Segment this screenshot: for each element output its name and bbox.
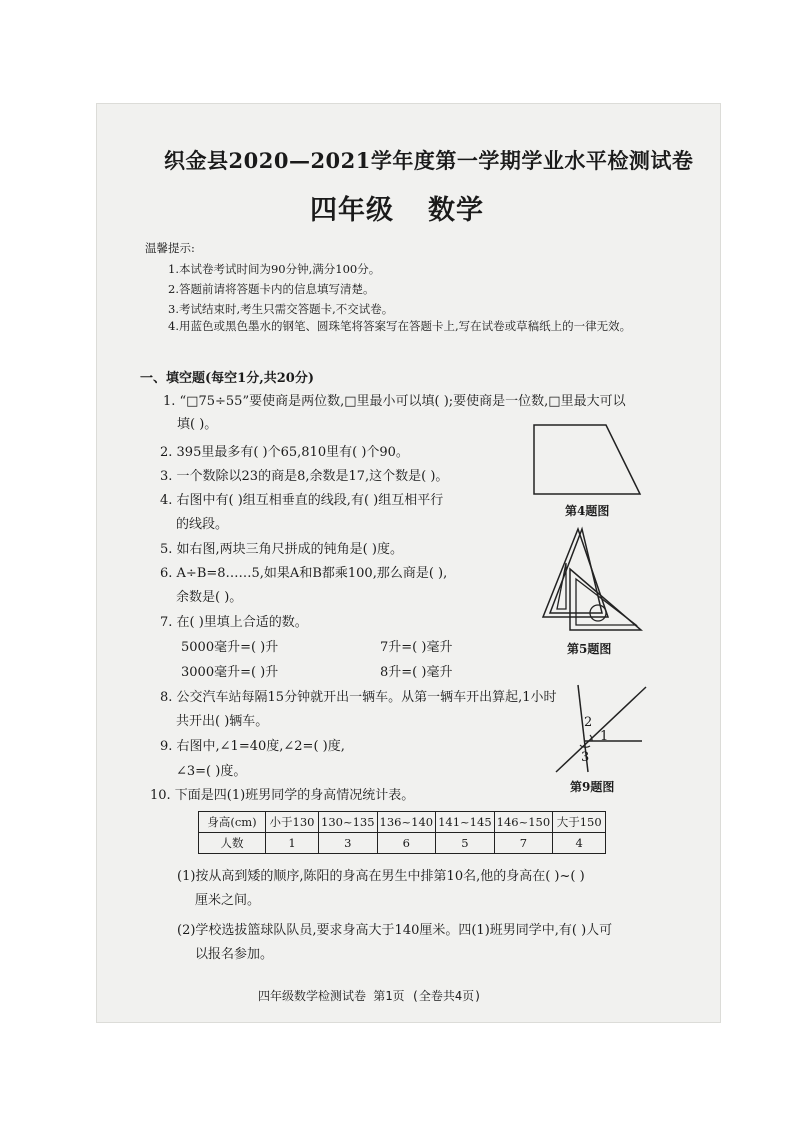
question-line: 以报名参加。	[195, 947, 274, 962]
question-line: 填( )。	[177, 417, 218, 432]
table-cell: 大于150	[553, 812, 606, 833]
tips-heading: 温馨提示:	[145, 241, 195, 255]
table-cell: 1	[266, 833, 319, 854]
tip-item: 4.用蓝色或黑色墨水的钢笔、圆珠笔将答案写在答题卡上,写在试卷或草稿纸上的一律无效。	[168, 319, 632, 333]
question-line: 共开出( )辆车。	[176, 714, 269, 729]
table-cell: 6	[377, 833, 436, 854]
table-cell: 5	[436, 833, 495, 854]
table-cell: 141~145	[436, 812, 495, 833]
question-line: 3. 一个数除以23的商是8,余数是17,这个数是( )。	[160, 469, 449, 484]
tip-item: 3.考试结束时,考生只需交答题卡,不交试卷。	[168, 302, 394, 316]
question-line: 7. 在( )里填上合适的数。	[160, 615, 308, 630]
question-line: 8. 公交汽车站每隔15分钟就开出一辆车。从第一辆车开出算起,1小时	[160, 690, 557, 705]
figure-caption: 第4题图	[565, 504, 610, 518]
table-cell: 130~135	[319, 812, 378, 833]
question-line: 余数是( )。	[176, 590, 243, 605]
table-row	[199, 812, 606, 833]
grade-label: 四年级	[310, 195, 394, 226]
question-line: 厘米之间。	[195, 893, 261, 908]
question-line: 2. 395里最多有( )个65,810里有( )个90。	[160, 445, 409, 460]
table-cell: 7	[494, 833, 553, 854]
figure-caption: 第5题图	[567, 642, 612, 656]
subject-label: 数学	[428, 195, 484, 226]
table-cell: 3	[319, 833, 378, 854]
table-header-cell: 人数	[199, 833, 266, 854]
question-line: 8升=( )毫升	[380, 665, 453, 680]
table-cell: 小于130	[266, 812, 319, 833]
height-table	[198, 811, 606, 854]
trapezoid-figure	[530, 422, 645, 497]
table-cell: 146~150	[494, 812, 553, 833]
page-footer: 四年级数学检测试卷 第1页 (全卷共4页)	[258, 989, 482, 1003]
question-line: 5. 如右图,两块三角尺拼成的钝角是( )度。	[160, 542, 403, 557]
angle-label: 2	[584, 715, 593, 730]
question-line: 3000毫升=( )升	[181, 665, 279, 680]
question-line: 1. “□75÷55”要使商是两位数,□里最小可以填( );要使商是一位数,□里最大可以	[163, 394, 626, 409]
figure-caption: 第9题图	[570, 780, 615, 794]
question-line: 的线段。	[176, 517, 229, 532]
question-line: 4. 右图中有( )组互相垂直的线段,有( )组互相平行	[160, 493, 444, 508]
exam-title: 织金县2020—2021学年度第一学期学业水平检测试卷	[164, 148, 694, 173]
question-line: ∠3=( )度。	[176, 764, 247, 779]
angle-label: 1	[600, 729, 609, 744]
question-line: (1)按从高到矮的顺序,陈阳的身高在男生中排第10名,他的身高在( )~( )	[177, 869, 585, 884]
tip-item: 1.本试卷考试时间为90分钟,满分100分。	[168, 262, 381, 276]
question-line: 6. A÷B=8……5,如果A和B都乘100,那么商是( ),	[160, 566, 448, 581]
question-line: 9. 右图中,∠1=40度,∠2=( )度,	[160, 739, 345, 754]
table-cell: 4	[553, 833, 606, 854]
table-row	[199, 833, 606, 854]
set-squares-figure	[540, 527, 645, 637]
question-line: (2)学校选拔篮球队队员,要求身高大于140厘米。四(1)班男同学中,有( )人可	[177, 923, 613, 938]
question-line: 5000毫升=( )升	[181, 640, 279, 655]
table-cell: 136~140	[377, 812, 436, 833]
question-line: 10. 下面是四(1)班男同学的身高情况统计表。	[150, 788, 415, 803]
section-heading: 一、填空题(每空1分,共20分)	[140, 371, 314, 386]
table-header-cell: 身高(cm)	[199, 812, 266, 833]
angle-figure	[548, 682, 648, 777]
angle-label: 3	[581, 750, 590, 765]
question-line: 7升=( )毫升	[380, 640, 453, 655]
tip-item: 2.答题前请将答题卡内的信息填写清楚。	[168, 282, 375, 296]
